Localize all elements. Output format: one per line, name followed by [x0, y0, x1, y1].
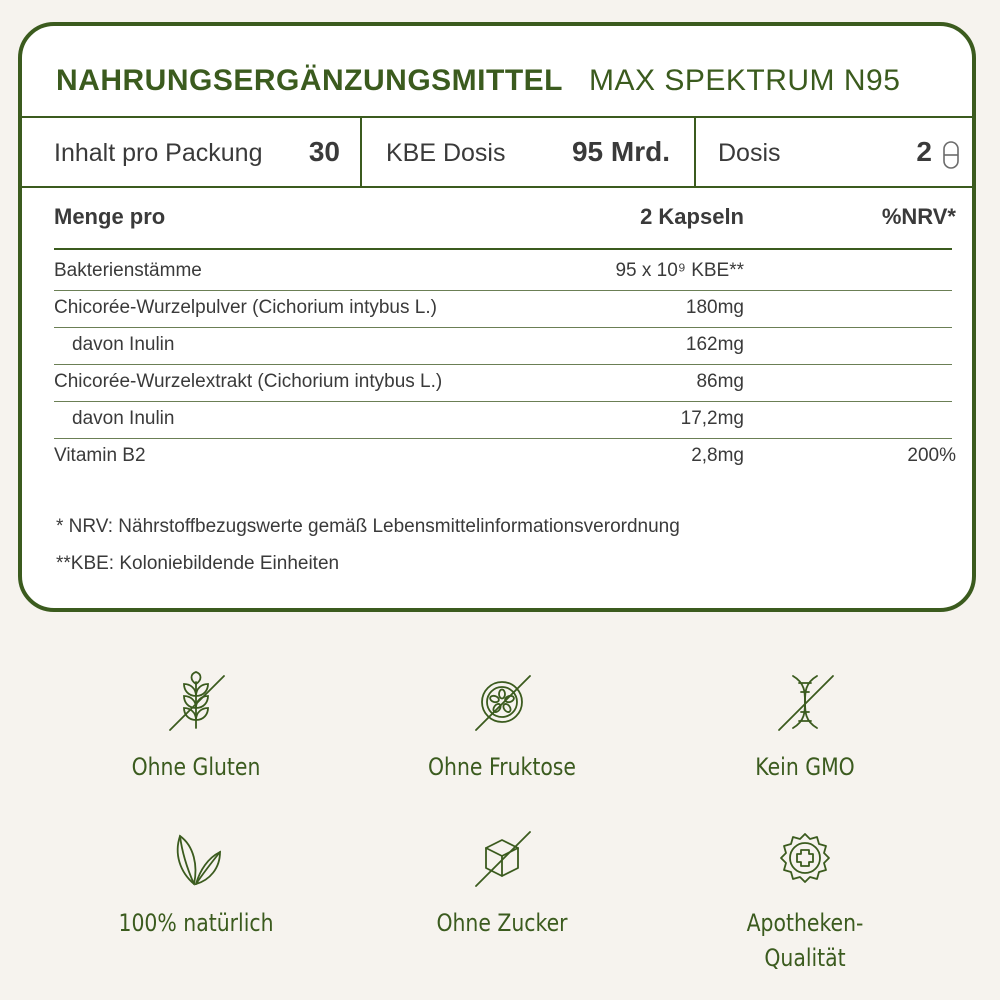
row-amount: 17,2mg [680, 408, 744, 429]
table-row [54, 402, 952, 439]
table-row [54, 439, 956, 475]
stat-pack-content [22, 118, 360, 186]
badge-fructose-free [382, 670, 622, 785]
badge-label: Ohne Zucker [436, 909, 568, 937]
pharmacy-seal-icon [773, 826, 837, 890]
badge-label: 100% natürlich [118, 909, 274, 937]
row-name: Chicorée-Wurzelpulver (Cichorium intybus L.) [54, 297, 437, 318]
row-name: Bakterienstämme [54, 260, 202, 281]
row-name: davon Inulin [72, 408, 175, 429]
leaves-icon [164, 826, 228, 890]
dna-crossed-icon [773, 670, 837, 734]
nrv-footnote: * NRV: Nährstoffbezugswerte gemäß Lebensmittelinformationsverordnung [56, 516, 680, 537]
stat-value: 2 [916, 136, 932, 167]
table-header [54, 204, 956, 230]
header-nrv: %NRV* [881, 204, 956, 229]
row-amount: 2,8mg [691, 445, 744, 466]
stat-label: Dosis [718, 139, 781, 167]
panel-title [56, 64, 900, 98]
title-label: NAHRUNGSERGÄNZUNGSMITTEL [56, 64, 563, 97]
stat-label: KBE Dosis [386, 139, 506, 167]
stat-dose [694, 118, 974, 186]
row-name: Vitamin B2 [54, 445, 146, 466]
header-name: Menge pro [54, 204, 166, 229]
product-name: MAX SPEKTRUM N95 [589, 64, 901, 97]
row-name: Chicorée-Wurzelextrakt (Cichorium intybus L.) [54, 371, 443, 392]
badge-label: Apotheken- Qualität [746, 909, 864, 972]
kbe-footnote: **KBE: Koloniebildende Einheiten [56, 553, 340, 574]
stat-value: 95 Mrd. [571, 136, 670, 167]
table-row [54, 291, 952, 328]
row-name: davon Inulin [72, 334, 175, 355]
badge-gluten-free [76, 670, 316, 785]
sugar-cube-crossed-icon [470, 826, 534, 890]
badge-sugar-free [382, 826, 622, 941]
fruit-crossed-icon [470, 670, 534, 734]
badge-label: Ohne Gluten [131, 753, 261, 781]
row-amount: 180mg [685, 297, 744, 318]
row-amount: 86mg [696, 371, 744, 392]
table-row [54, 328, 952, 365]
header-divider [54, 248, 952, 250]
stats-bar [22, 116, 972, 188]
stat-value: 30 [308, 136, 340, 167]
row-amount: 95 x 10⁹ KBE** [615, 260, 744, 281]
nutrient-table [54, 254, 956, 475]
badge-pharmacy-quality [685, 826, 925, 976]
wheat-crossed-icon [164, 670, 228, 734]
badge-label: Ohne Fruktose [427, 753, 576, 781]
nutrition-panel [18, 22, 976, 612]
table-row [54, 254, 952, 291]
badge-natural [76, 826, 316, 941]
table-row [54, 365, 952, 402]
row-nrv: 200% [907, 445, 956, 466]
badge-label: Kein GMO [755, 753, 855, 781]
stat-label: Inhalt pro Packung [54, 139, 263, 167]
header-amount: 2 Kapseln [640, 204, 744, 229]
row-amount: 162mg [685, 334, 744, 355]
badge-no-gmo [685, 670, 925, 785]
capsule-icon [942, 140, 960, 170]
stat-kbe-dose [360, 118, 696, 186]
